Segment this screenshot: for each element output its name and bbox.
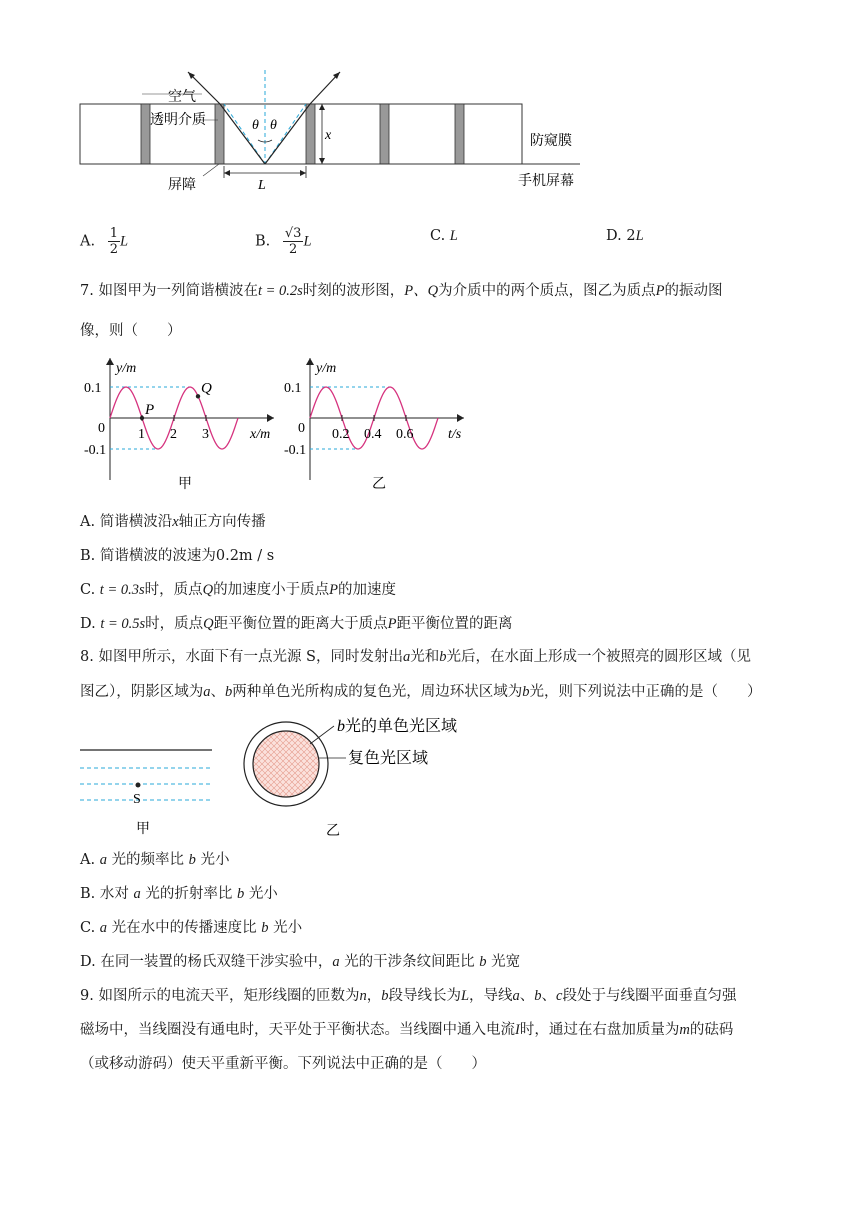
text: 光小	[273, 920, 303, 936]
variable-L: L	[449, 228, 458, 244]
label-theta-left: θ	[252, 118, 259, 133]
math: n	[359, 988, 367, 1004]
caption-jia: 甲	[136, 822, 150, 837]
q9-stem-line2	[80, 1020, 733, 1040]
text: 的砝码	[689, 1022, 734, 1038]
text: 光的干涉条纹间距比	[344, 954, 475, 970]
text: 时刻的波形图，	[302, 283, 405, 299]
text: 光的单色光区域	[345, 718, 458, 735]
point-label-P: P	[145, 402, 155, 418]
y-tick-label: -0.1	[284, 443, 307, 458]
x-tick-label: 0.6	[396, 427, 414, 442]
q8-option-d	[80, 952, 520, 972]
q7-option-a	[80, 512, 266, 532]
math: L	[460, 988, 470, 1004]
q7-stem-line2: 像，则（ ）	[80, 323, 182, 339]
math: b	[188, 852, 196, 868]
math: b	[236, 886, 245, 902]
math: b	[522, 684, 530, 700]
y-tick-label: 0	[298, 421, 305, 436]
fraction-numerator: 1	[109, 226, 118, 241]
axis-xlabel: t/s	[448, 427, 462, 442]
math: I	[515, 1022, 520, 1038]
fraction-numerator: √3	[284, 226, 302, 241]
label-barrier: 屏障	[168, 178, 196, 193]
fraction-denominator: 2	[289, 242, 298, 257]
text: 距平衡位置的距离大于质点	[213, 616, 388, 632]
text: 时，质点	[144, 582, 203, 598]
text: 、	[210, 684, 225, 700]
x-tick-label: 1	[138, 427, 145, 442]
x-tick-label: 0.2	[332, 427, 350, 442]
text: 时，质点	[145, 616, 204, 632]
text: 段处于与线圈平面垂直匀强	[562, 988, 737, 1004]
math: Q	[203, 616, 214, 632]
math: t = 0.5s	[100, 616, 146, 632]
point-label-Q: Q	[201, 380, 212, 397]
fraction-denominator: 2	[109, 242, 118, 257]
variable-L: L	[635, 228, 644, 244]
text: 光小	[200, 852, 230, 868]
text: ，导线	[469, 988, 513, 1004]
math: 0.2m / s	[215, 548, 275, 564]
axis-ylabel: y/m	[116, 361, 137, 376]
label-mixed-region: 复色光区域	[348, 750, 429, 767]
text: 9. 如图所示的电流天平，矩形线圈的匝数为	[80, 988, 360, 1004]
math: a	[512, 988, 520, 1004]
option-label: D.	[606, 228, 622, 244]
text: 的加速度小于质点	[213, 582, 330, 598]
math: b	[381, 988, 389, 1004]
q8-option-a	[80, 850, 230, 870]
math: b	[439, 649, 447, 665]
text: 时，通过在右盘加质量为	[519, 1022, 680, 1038]
q6-option-a	[80, 226, 128, 257]
math: P	[387, 616, 397, 632]
vibration-graph-yi	[280, 352, 480, 496]
math: Q	[202, 582, 214, 598]
label-air: 空气	[168, 90, 196, 105]
y-tick-label: 0.1	[84, 381, 102, 396]
variable-L: L	[119, 233, 129, 250]
math: b	[534, 988, 542, 1004]
text: B. 水对	[80, 886, 129, 902]
text: 段导线长为	[388, 988, 461, 1004]
label-S: S	[133, 792, 141, 807]
label-x: x	[325, 128, 332, 143]
q7-option-d	[80, 614, 513, 634]
text: B. 简谐横波的波速为	[80, 548, 216, 564]
math: P、Q	[404, 283, 439, 299]
point-P	[140, 416, 144, 420]
x-tick-label: 3	[202, 427, 209, 442]
math: P	[329, 582, 338, 598]
text: 、	[541, 988, 557, 1004]
y-tick-label: -0.1	[84, 443, 107, 458]
option-label: B.	[255, 233, 271, 250]
q8-option-c	[80, 918, 302, 938]
q7-option-b	[80, 546, 274, 566]
text: 两种单色光所构成的复色光，周边环状区域为	[232, 684, 523, 700]
light-source-point	[136, 783, 141, 788]
y-tick-label: 0.1	[284, 381, 302, 396]
text: 磁场中，当线圈没有通电时，天平处于平衡状态。当线圈中通入电流	[80, 1022, 515, 1038]
text: C.	[80, 582, 96, 598]
math: a	[203, 684, 211, 700]
math: t = 0.3s	[99, 582, 145, 598]
math: a	[99, 920, 108, 936]
math: b	[479, 954, 487, 970]
chart-caption: 甲	[178, 477, 192, 492]
math: x	[172, 514, 179, 530]
caption-yi: 乙	[326, 824, 340, 839]
text: 的加速度	[337, 582, 396, 598]
label-film: 防窥膜	[530, 134, 572, 149]
text: 光，则下列说法中正确的是（ ）	[529, 684, 762, 700]
label-L: L	[258, 178, 266, 193]
text: D. 在同一装置的杨氏双缝干涉实验中，	[80, 954, 333, 970]
text: 光在水中的传播速度比	[111, 920, 257, 936]
math: a	[332, 954, 340, 970]
q8-stem-line2	[80, 682, 762, 702]
chart-caption: 乙	[372, 477, 386, 492]
x-tick-label: 0.4	[364, 427, 382, 442]
text: C.	[80, 920, 96, 936]
text: 图乙），阴影区域为	[80, 684, 204, 700]
math: b	[225, 684, 233, 700]
y-tick-label: 0	[98, 421, 105, 436]
math: b	[261, 920, 269, 936]
text: ，	[366, 988, 382, 1004]
text: 轴正方向传播	[178, 514, 266, 530]
math: a	[402, 649, 411, 665]
math: b	[337, 718, 345, 735]
text: A. 简谐横波沿	[80, 514, 173, 530]
label-screen: 手机屏幕	[518, 174, 574, 189]
variable-L: L	[303, 233, 312, 250]
q8-option-b	[80, 884, 278, 904]
q8-stem-line1	[80, 647, 751, 667]
text: 光和	[410, 649, 440, 665]
math: m	[679, 1022, 690, 1038]
text: D.	[80, 616, 96, 632]
text: 的振动图	[664, 283, 723, 299]
text: 、	[519, 988, 535, 1004]
illuminated-circle-diagram	[238, 704, 498, 844]
text: 光宽	[491, 954, 521, 970]
math: t = 0.2s	[257, 283, 303, 299]
text: 光的频率比	[111, 852, 185, 868]
option-label: A.	[80, 233, 96, 250]
text: 距平衡位置的距离	[396, 616, 513, 632]
label-b-region	[337, 717, 457, 735]
option-value: 2	[626, 228, 636, 244]
text: 光小	[248, 886, 278, 902]
text: 8. 如图甲所示，水面下有一点光源 S，同时发射出	[80, 649, 403, 665]
text: 光的折射率比	[145, 886, 233, 902]
q7-option-c	[80, 580, 396, 600]
q6-option-d	[606, 226, 644, 246]
text: 7. 如图甲为一列简谐横波在	[80, 283, 258, 299]
q9-stem-line1	[80, 986, 736, 1006]
q6-option-b	[255, 226, 312, 257]
axis-xlabel: x/m	[250, 427, 271, 442]
water-light-source-diagram	[78, 740, 218, 840]
privacy-film-diagram	[70, 62, 590, 194]
math: a	[133, 886, 141, 902]
math: P	[655, 283, 665, 299]
math: c	[556, 988, 563, 1004]
math: a	[99, 852, 107, 868]
x-tick-label: 2	[170, 427, 177, 442]
text: 为介质中的两个质点，图乙为质点	[438, 283, 656, 299]
point-Q	[196, 394, 200, 398]
text: A.	[80, 852, 96, 868]
q7-stem-line1	[80, 281, 723, 301]
wave-graph-jia	[78, 352, 288, 496]
q9-stem-line3: （或移动游码）使天平重新平衡。下列说法中正确的是（ ）	[80, 1056, 486, 1072]
inner-circle	[253, 731, 319, 797]
option-label: C.	[430, 228, 446, 244]
text: 光后，在水面上形成一个被照亮的圆形区域（见	[446, 649, 751, 665]
q6-option-c	[430, 226, 458, 246]
axis-ylabel: y/m	[316, 361, 337, 376]
label-theta-right: θ	[270, 118, 277, 133]
label-medium: 透明介质	[150, 113, 206, 128]
